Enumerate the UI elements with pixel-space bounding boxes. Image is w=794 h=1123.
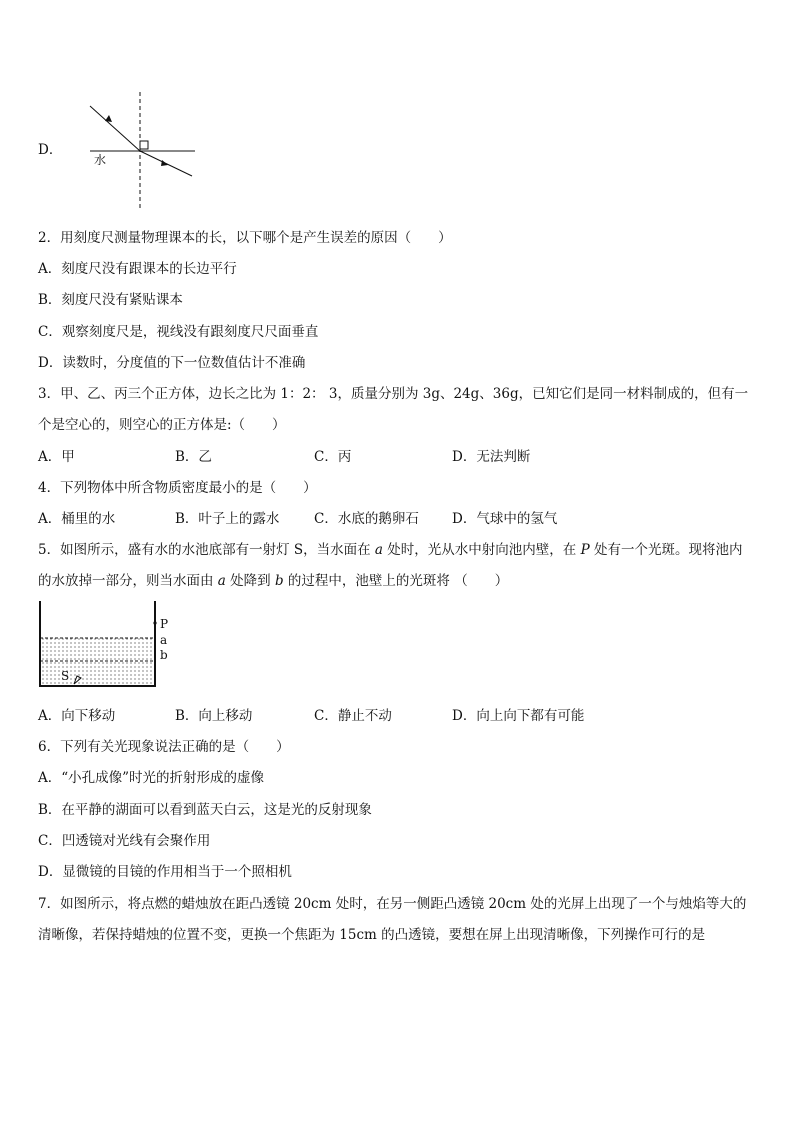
pool-diagram (30, 598, 175, 692)
label-p: P (160, 617, 169, 631)
q5-option-c: C．静止不动 (314, 708, 392, 724)
q4-option-b: B．叶子上的露水 (175, 511, 280, 527)
q3-option-c: C．丙 (314, 449, 352, 465)
spot-p-dot (153, 621, 156, 624)
q2-option-d: D．读数时，分度值的下一位数值估计不准确 (38, 355, 306, 371)
refracted-arrow-icon (161, 160, 168, 166)
label-s: S (61, 669, 70, 683)
q4-option-d: D．气球中的氢气 (452, 511, 558, 527)
q7-stem-line1: 7．如图所示，将点燃的蜡烛放在距凸透镜 20cm 处时，在另一侧距凸透镜 20cm 处的光屏上出现了一个与烛焰等大的 (38, 896, 747, 912)
q6-option-d: D．显微镜的目镜的作用相当于一个照相机 (38, 864, 292, 880)
q6-option-c: C．凹透镜对光线有会聚作用 (38, 833, 211, 849)
q5-stem-line2: 的水放掉一部分，则当水面由 a 处降到 b 的过程中，池壁上的光斑将 （ ） (38, 573, 509, 589)
refraction-diagram (80, 92, 205, 210)
incident-ray (90, 106, 140, 151)
q2-option-b: B．刻度尺没有紧贴课本 (38, 292, 183, 308)
q3-stem-line1: 3．甲、乙、丙三个正方体，边长之比为 1：2： 3，质量分别为 3g、24g、36g，已知它们是同一材料制成的，但有一 (38, 386, 749, 402)
q5-option-b: B．向上移动 (175, 708, 253, 724)
q5-stem-line1: 5．如图所示，盛有水的水池底部有一射灯 S，当水面在 a 处时，光从水中射向池内壁，在 P 处有一个光斑。现将池内 (38, 542, 743, 558)
q3-option-a: A．甲 (38, 449, 75, 465)
label-b: b (160, 648, 168, 662)
q4-stem: 4．下列物体中所含物质密度最小的是（ ） (38, 480, 317, 496)
water-label: 水 (94, 153, 107, 167)
q6-option-a: A．“小孔成像”时光的折射形成的虚像 (38, 770, 265, 786)
q7-stem-line2: 清晰像，若保持蜡烛的位置不变，更换一个焦距为 15cm 的凸透镜，要想在屏上出现清晰像，下列操作可行的是 (38, 927, 706, 943)
option-d-label: D． (38, 142, 63, 158)
q5-option-a: A．向下移动 (38, 708, 116, 724)
q5-option-d: D．向上向下都有可能 (452, 708, 585, 724)
q3-option-b: B．乙 (175, 449, 212, 465)
incident-arrow-icon (105, 115, 112, 122)
right-angle-mark (140, 141, 148, 149)
q6-option-b: B．在平静的湖面可以看到蓝天白云，这是光的反射现象 (38, 802, 372, 818)
q4-option-a: A．桶里的水 (38, 511, 116, 527)
q4-option-c: C．水底的鹅卵石 (314, 511, 419, 527)
q3-option-d: D．无法判断 (452, 449, 531, 465)
label-a: a (160, 633, 168, 647)
q6-stem: 6．下列有关光现象说法正确的是（ ） (38, 739, 290, 755)
q3-stem-line2: 个是空心的，则空心的正方体是:（ ） (38, 417, 286, 433)
q2-stem: 2．用刻度尺测量物理课本的长，以下哪个是产生误差的原因（ ） (38, 230, 452, 246)
q2-option-a: A．刻度尺没有跟课本的长边平行 (38, 261, 237, 277)
q2-option-c: C．观察刻度尺是，视线没有跟刻度尺尺面垂直 (38, 324, 319, 340)
